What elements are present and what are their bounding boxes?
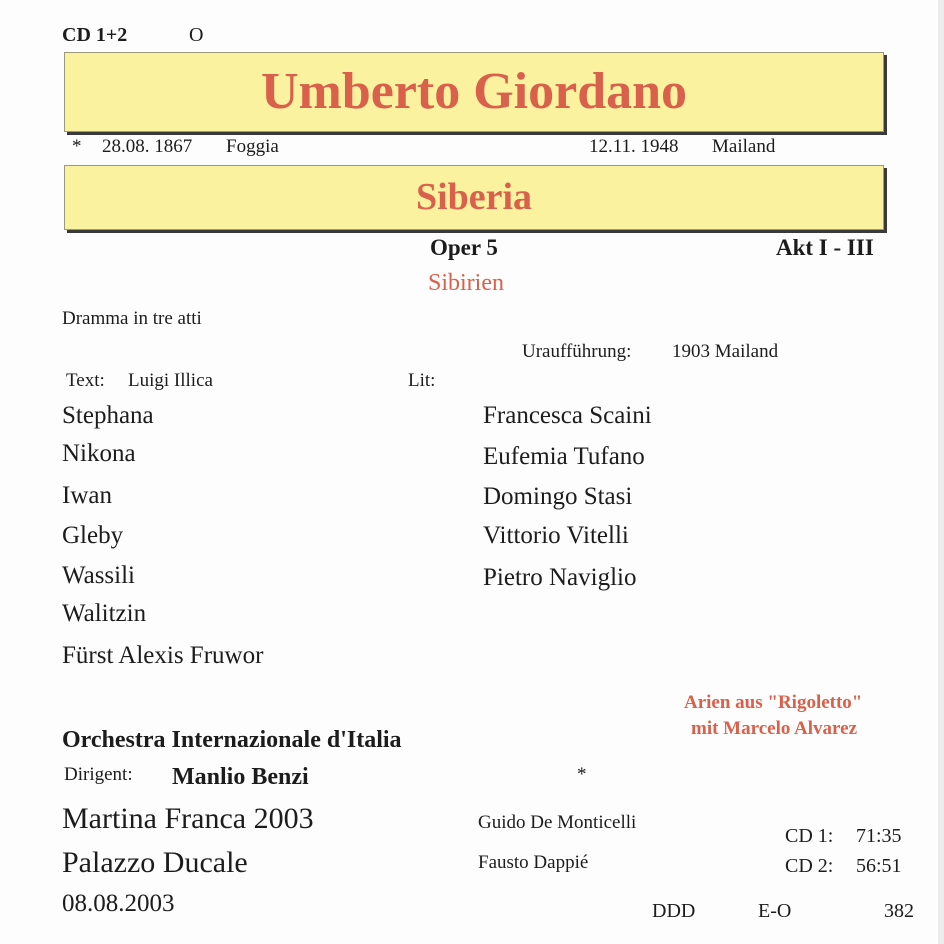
- singer-stasi: Domingo Stasi: [483, 483, 633, 510]
- cd2-label: CD 2:: [785, 855, 834, 877]
- librettist: Luigi Illica: [128, 370, 213, 391]
- performance-date: 08.08.2003: [62, 890, 175, 917]
- bonus-line-2: mit Marcelo Alvarez: [691, 718, 858, 739]
- role-wassili: Wassili: [62, 562, 135, 589]
- genre: Dramma in tre atti: [62, 308, 202, 329]
- role-nikona: Nikona: [62, 440, 136, 467]
- premiere-label: Uraufführung:: [522, 341, 632, 362]
- page-edge: [938, 0, 944, 944]
- catalog-number: 382: [884, 900, 914, 922]
- festival: Martina Franca 2003: [62, 802, 314, 835]
- format: DDD: [652, 900, 696, 922]
- text-label: Text:: [66, 370, 105, 391]
- singer-scaini: Francesca Scaini: [483, 402, 652, 429]
- cd1-label: CD 1:: [785, 825, 834, 847]
- bonus-line-1: Arien aus "Rigoletto": [684, 692, 863, 713]
- orchestra: Orchestra Internazionale d'Italia: [62, 727, 402, 753]
- role-fruwor: Fürst Alexis Fruwor: [62, 642, 264, 669]
- conductor: Manlio Benzi: [172, 764, 309, 790]
- composer-name: Umberto Giordano: [260, 63, 688, 120]
- cd-label: CD 1+2: [62, 24, 128, 46]
- role-gleby: Gleby: [62, 522, 124, 549]
- opera-title: Siberia: [415, 176, 533, 218]
- venue: Palazzo Ducale: [62, 846, 248, 879]
- conductor-label: Dirigent:: [64, 764, 133, 785]
- credit-2: Fausto Dappié: [478, 852, 589, 873]
- role-stephana: Stephana: [62, 402, 154, 429]
- singer-tufano: Eufemia Tufano: [483, 443, 645, 470]
- opera-number: Oper 5: [430, 235, 498, 260]
- lit-label: Lit:: [408, 370, 436, 391]
- german-title: Sibirien: [428, 270, 504, 296]
- birth-symbol: *: [72, 136, 82, 157]
- death-place: Mailand: [712, 136, 776, 157]
- composer-banner: [64, 52, 884, 132]
- death-date: 12.11. 1948: [589, 136, 679, 157]
- cd2-time: 56:51: [856, 855, 902, 877]
- code: E-O: [758, 900, 792, 922]
- role-iwan: Iwan: [62, 482, 112, 509]
- star-marker: *: [577, 764, 587, 785]
- birth-place: Foggia: [226, 136, 279, 157]
- acts: Akt I - III: [776, 235, 874, 260]
- birth-date: 28.08. 1867: [102, 136, 193, 157]
- opera-banner: [64, 165, 884, 230]
- cd1-time: 71:35: [856, 825, 902, 847]
- role-walitzin: Walitzin: [62, 600, 147, 627]
- marker: O: [189, 24, 204, 46]
- singer-vitelli: Vittorio Vitelli: [483, 522, 629, 549]
- credit-1: Guido De Monticelli: [478, 812, 637, 833]
- singer-naviglio: Pietro Naviglio: [483, 564, 637, 591]
- premiere-value: 1903 Mailand: [672, 341, 779, 362]
